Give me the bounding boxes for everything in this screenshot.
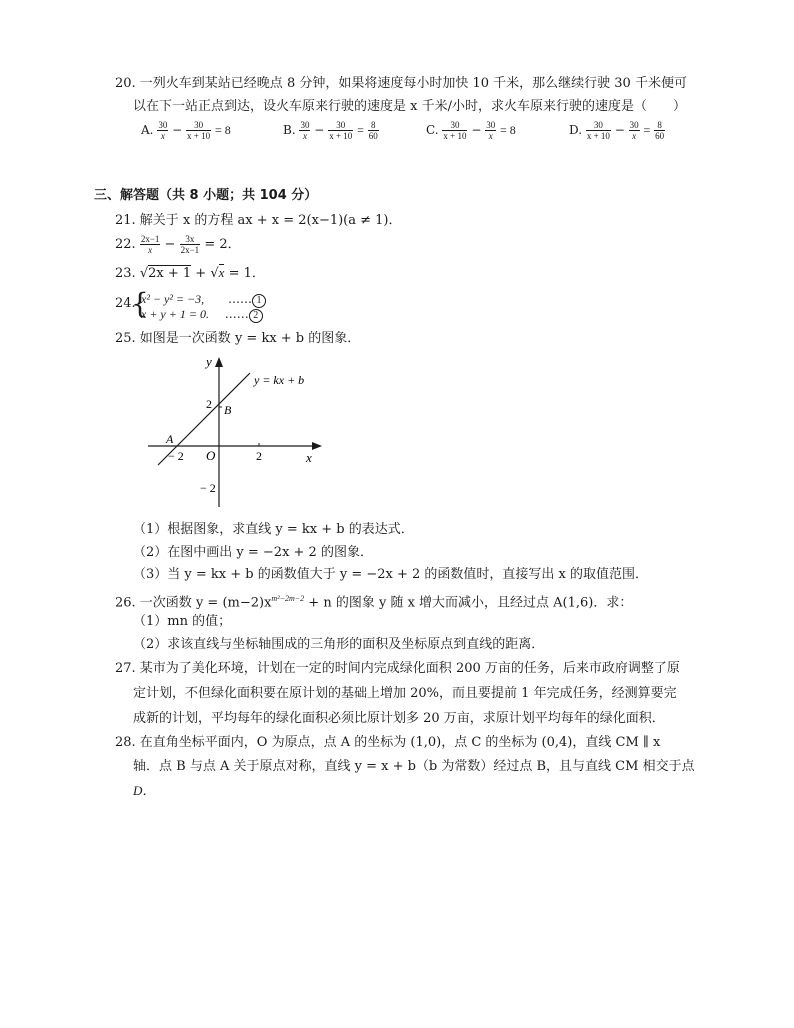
circled-number: 2 [249,309,263,323]
q20-option-c[interactable]: C. $\frac{30}{x + 10}$ − $\frac{30}{x}$ = 8 [426,120,516,141]
q25-sub3: （3）当 y = kx + b 的函数值大于 y = −2x + 2 的函数值时，直接写出 x 的取值范围． [133,567,649,582]
fraction: $\frac{3x}{2x-1}$ [180,234,200,255]
q25-graph [140,352,340,517]
q28-line3: D． [133,783,156,798]
q27-line1: 27. 某市为了美化环境，计划在一定的时间内完成绿化面积 200 万亩的任务，后来市政府调整了原 [115,661,680,676]
fraction: $\frac{2x-1}{x}$ [140,234,160,255]
section-title: 三、解答题（共 8 小题；共 104 分） [94,188,318,203]
q26-sub1: （1）mn 的值； [133,614,232,629]
circled-number: 1 [252,294,266,308]
origin-label: O [206,448,216,463]
q28-line1: 28. 在直角坐标平面内，O 为原点，点 A 的坐标为 (1,0)，点 C 的坐标为 (0,4)，直线 CM ∥ x [115,735,661,750]
q24-eq2: x + y + 1 = 0. …… 2 [141,305,263,323]
fraction: $\frac{30}{x}$ [300,120,310,141]
fraction: $\frac{30}{x}$ [629,120,639,141]
q26-sub2: （2）求该直线与坐标轴围成的三角形的面积及坐标原点到直线的距离． [133,637,545,652]
q24-eq1: x² − y² = −3, …… 1 [141,290,266,308]
x-axis-label: x [306,450,312,465]
fraction: $\frac{8}{60}$ [655,120,665,141]
q20-line1: 20. 一列火车到某站已经晚点 8 分钟，如果将速度每小时加快 10 千米，那么继续行驶 30 千米便可 [115,76,687,91]
q21: 21. 解关于 x 的方程 ax + x = 2(x−1)(a ≠ 1)． [115,213,402,228]
q20-option-d[interactable]: D. $\frac{30}{x + 10}$ − $\frac{30}{x}$ = $\frac{8}{60}$ [569,120,665,141]
q23: 23. √2x + 1 + √x = 1． [115,265,265,281]
q25-text: 25. 如图是一次函数 y = kx + b 的图象． [115,331,361,346]
q22: 22. $\frac{2x-1}{x}$ − $\frac{3x}{2x-1}$ = 2． [115,234,241,255]
fraction: $\frac{30}{x + 10}$ [187,120,211,141]
x-axis-arrow [312,442,322,450]
x-tick-label: 2 [256,449,262,463]
q25-sub2: （2）在图中画出 y = −2x + 2 的图象． [133,545,373,560]
sqrt-sign: √ [139,266,149,281]
q20-line2: 以在下一站正点到达，设火车原来行驶的速度是 x 千米/小时，求火车原来行驶的速度是（ ） [133,99,686,114]
brace: { [131,287,149,320]
y-axis-label: y [206,354,212,369]
q27-line3: 成新的计划，平均每年的绿化面积必须比原计划多 20 万亩，求原计划平均每年的绿化面积． [133,711,665,726]
point-b-label: B [224,403,232,417]
sqrt-sign: √ [210,266,219,281]
line-label: y = kx + b [254,373,305,387]
fraction: $\frac{8}{60}$ [368,120,378,141]
x-tick-neg-label: − 2 [168,449,184,463]
q20-option-a[interactable]: A. $\frac{30}{x}$ − $\frac{30}{x + 10}$ = 8 [141,120,231,141]
q28-line2: 轴．点 B 与点 A 关于原点对称，直线 y = x + b（b 为常数）经过点 B，且与直线 CM 相交于点 [133,759,695,774]
radicand: 2x + 1 [148,266,192,281]
fraction: $\frac{30}{x + 10}$ [586,120,610,141]
y-axis-arrow [215,357,223,367]
radicand: x [218,265,225,280]
exponent: m²−2m−2 [271,594,305,603]
fraction: $\frac{30}{x + 10}$ [443,120,467,141]
q26-text: 26. 一次函数 $y = (m-2)x^{m^2-2m-2} + n$ 的图象 y 随 x 增大而减小，且经过点 A(1,6)．求： [115,594,633,611]
fraction: $\frac{30}{x + 10}$ [329,120,353,141]
q24-prefix: 24. [115,296,136,311]
q25-sub1: （1）根据图象，求直线 y = kx + b 的表达式． [133,522,414,537]
q20-option-b[interactable]: B. $\frac{30}{x}$ − $\frac{30}{x + 10}$ = $\frac{8}{60}$ [283,120,378,141]
y-tick-neg-label: − 2 [200,481,216,495]
fraction: $\frac{30}{x}$ [158,120,168,141]
fraction: $\frac{30}{x}$ [486,120,496,141]
q27-line2: 定计划，不但绿化面积要在原计划的基础上增加 20%，而且要提前 1 年完成任务，经测算要完 [133,686,677,701]
y-tick-label: 2 [206,397,212,411]
point-a-label: A [166,432,174,446]
